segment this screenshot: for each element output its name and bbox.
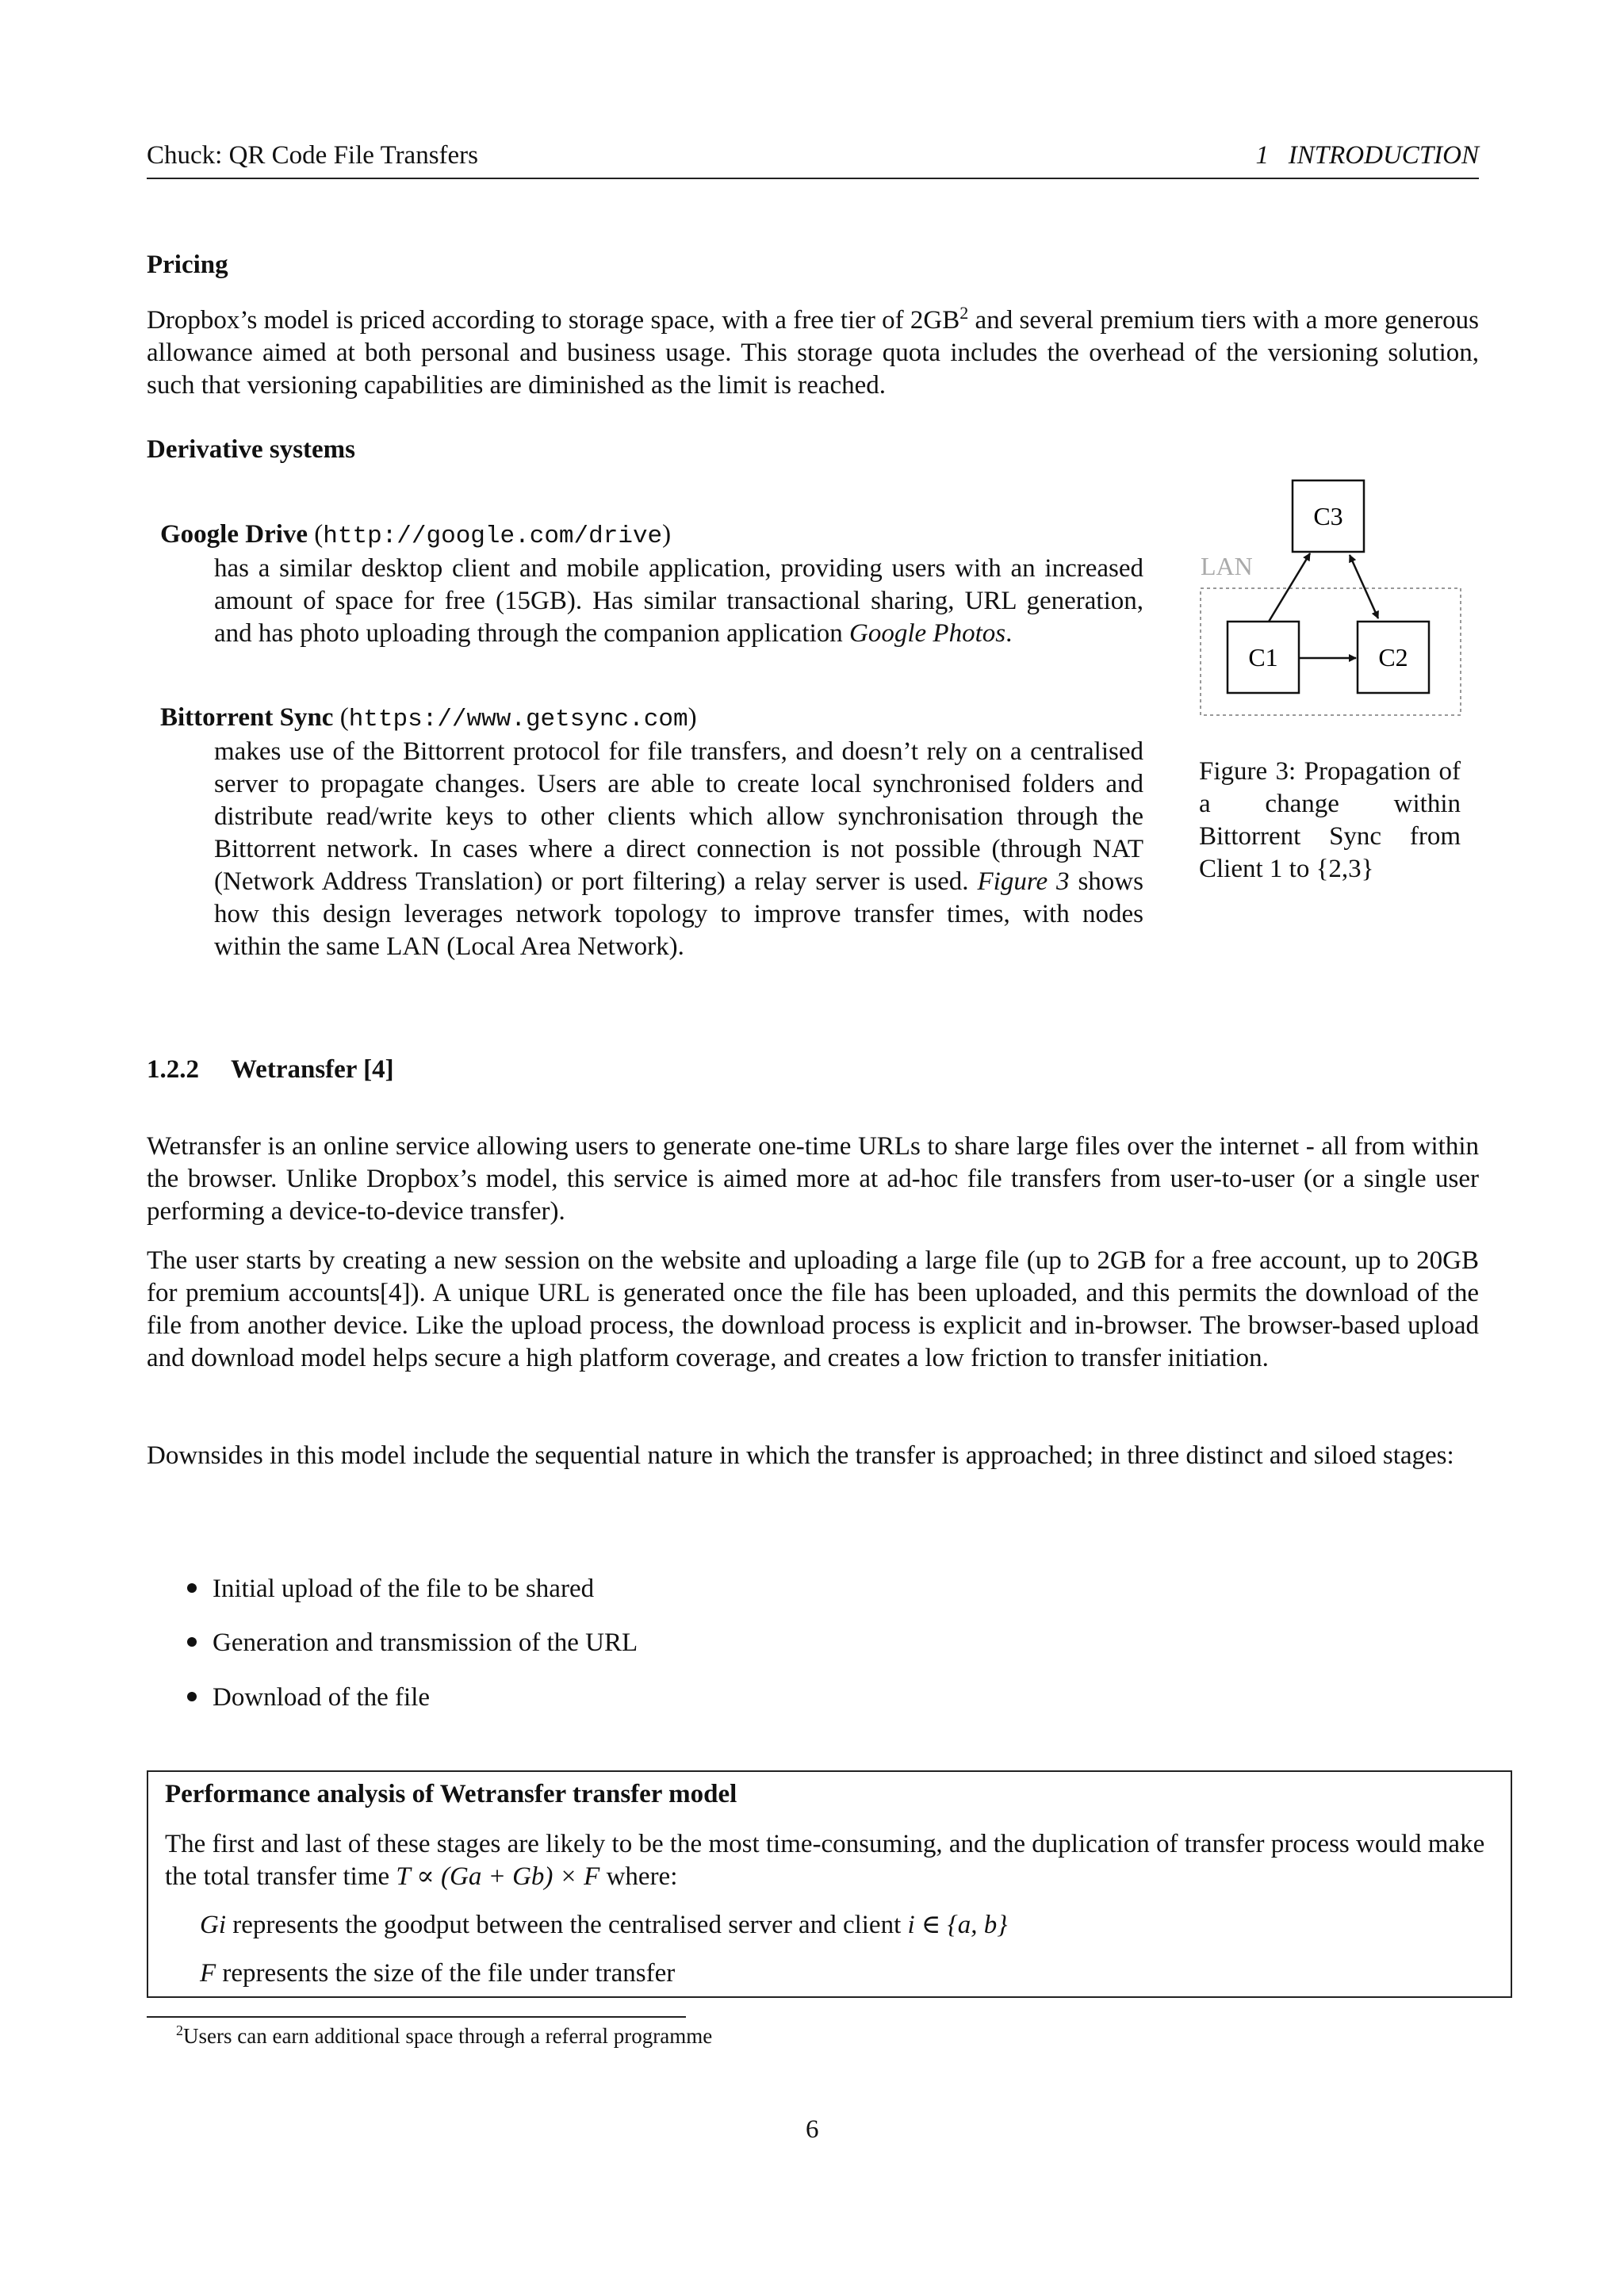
section-heading: 1.2.2 Wetransfer [4] xyxy=(147,1055,394,1084)
performance-body xyxy=(165,1828,1497,1990)
page-number: 6 xyxy=(806,2115,819,2144)
node-c3-label: C3 xyxy=(1313,502,1343,530)
footnote: $^2$Users can earn additional space through a referral programme xyxy=(176,2022,713,2048)
formula: T ∝ (Ga + Gb) × F xyxy=(396,1862,600,1891)
term-title: Bittorrent Sync xyxy=(160,703,334,732)
variable-definition-f: F represents the size of the file under transfer xyxy=(200,1959,676,1988)
wetransfer-paragraph-2: The user starts by creating a new session on the website and uploading a large file (up to 2GB for a free account, up to 20GB for premium accounts[4]). A unique URL is generated once the file has been uploaded, and this permits the download of the file from another device. Like the upload process, the download process is explicit and in-browser. The browser-based upload and download model helps secure a high platform coverage, and creates a low friction to transfer initiation. xyxy=(147,1246,1479,1372)
list-item: Generation and transmission of the URL xyxy=(187,1627,638,1659)
node-c2-label: C2 xyxy=(1378,643,1408,672)
term-description: makes use of the Bittorrent protocol for file transfers, and doesn’t rely on a centralised server to propagate changes. Users are able to create local synchronised folders and distribute read/write keys to other clients which allow synchronisation through the Bittorrent network. In cases where a direct connection is not possible (through NAT (Network Address Translation) or port filtering) a relay server is used. Figure 3 shows how this design leverages network topology to improve transfer times, with nodes within the same LAN (Local Area Network). xyxy=(214,737,1143,961)
figure-caption: Figure 3: Propagation of a change within Bittorrent Sync from Client 1 to {2,3} xyxy=(1199,757,1461,883)
variable-definition-g: Gi represents the goodput between the centralised server and client i ∈ {a, b} xyxy=(200,1911,1008,1939)
performance-title: Performance analysis of Wetransfer transfer model xyxy=(165,1780,737,1808)
list-item: Initial upload of the file to be shared xyxy=(187,1573,594,1605)
footnote-marker: 2 xyxy=(959,303,969,323)
footnote-rule xyxy=(147,2016,686,2018)
term-google-drive: Google Drive (http://google.com/drive) has a similar desktop client and mobile application, providing users with an increased amount of space for free (15GB). Has similar transactional sharing, URL generation, and has photo uploading through the companion application Google Photos. xyxy=(160,519,1143,650)
list-item: Download of the file xyxy=(187,1682,430,1714)
term-description: has a similar desktop client and mobile application, providing users with an increased amount of space for free (15GB). Has similar transactional sharing, URL generation, and has photo uploading through the companion application Google Photos. xyxy=(214,554,1143,648)
bullet-icon xyxy=(187,1692,197,1701)
pricing-heading: Pricing xyxy=(147,251,228,279)
url-text: http://google.com/drive xyxy=(323,522,663,550)
edge-c3-c2 xyxy=(1350,555,1378,618)
lan-label: LAN xyxy=(1201,552,1253,580)
wetransfer-paragraph-3: Downsides in this model include the sequential nature in which the transfer is approached; in three distinct and siloed stages: xyxy=(147,1441,1454,1470)
bullet-icon xyxy=(187,1637,197,1647)
url-text: https://www.getsync.com xyxy=(348,706,688,733)
network-topology-figure xyxy=(1189,468,1483,737)
wetransfer-paragraph-1: Wetransfer is an online service allowing users to generate one-time URLs to share large files over the internet - all from within the browser. Unlike Dropbox’s model, this service is aimed more at ad-hoc file transfers from user-to-user (or a single user performing a device-to-device transfer). xyxy=(147,1132,1479,1226)
performance-intro: The first and last of these stages are likely to be the most time-consuming, and the duplication of transfer process would make the total transfer time T ∝ (Ga + Gb) × F where: xyxy=(165,1830,1485,1891)
derivative-heading: Derivative systems xyxy=(147,435,356,464)
term-title: Google Drive xyxy=(160,520,308,549)
bullet-icon xyxy=(187,1583,197,1593)
node-c1-label: C1 xyxy=(1248,643,1278,672)
header-rule xyxy=(147,178,1479,179)
running-header-section: 1 INTRODUCTION xyxy=(1255,141,1479,170)
pricing-paragraph: Dropbox’s model is priced according to storage space, with a free tier of $2GB^2$ and several premium tiers with a more generous allowance aimed at both personal and business usage. This storage quota includes the overhead of the versioning solution, such that versioning capabilities are diminished as the limit is reached. xyxy=(147,303,1479,400)
running-header-title: Chuck: QR Code File Transfers xyxy=(147,141,479,170)
term-bittorrent-sync: Bittorrent Sync (https://www.getsync.com) makes use of the Bittorrent protocol for file transfers, and doesn’t rely on a centralised server to propagate changes. Users are able to create local synchronised folders and distribute read/write keys to other clients which allow synchronisation through the Bittorrent network. In cases where a direct connection is not possible (through NAT (Network Address Translation) or port filtering) a relay server is used. Figure 3 shows how this design leverages network topology to improve transfer times, with nodes within the same LAN (Local Area Network). xyxy=(160,702,1143,963)
